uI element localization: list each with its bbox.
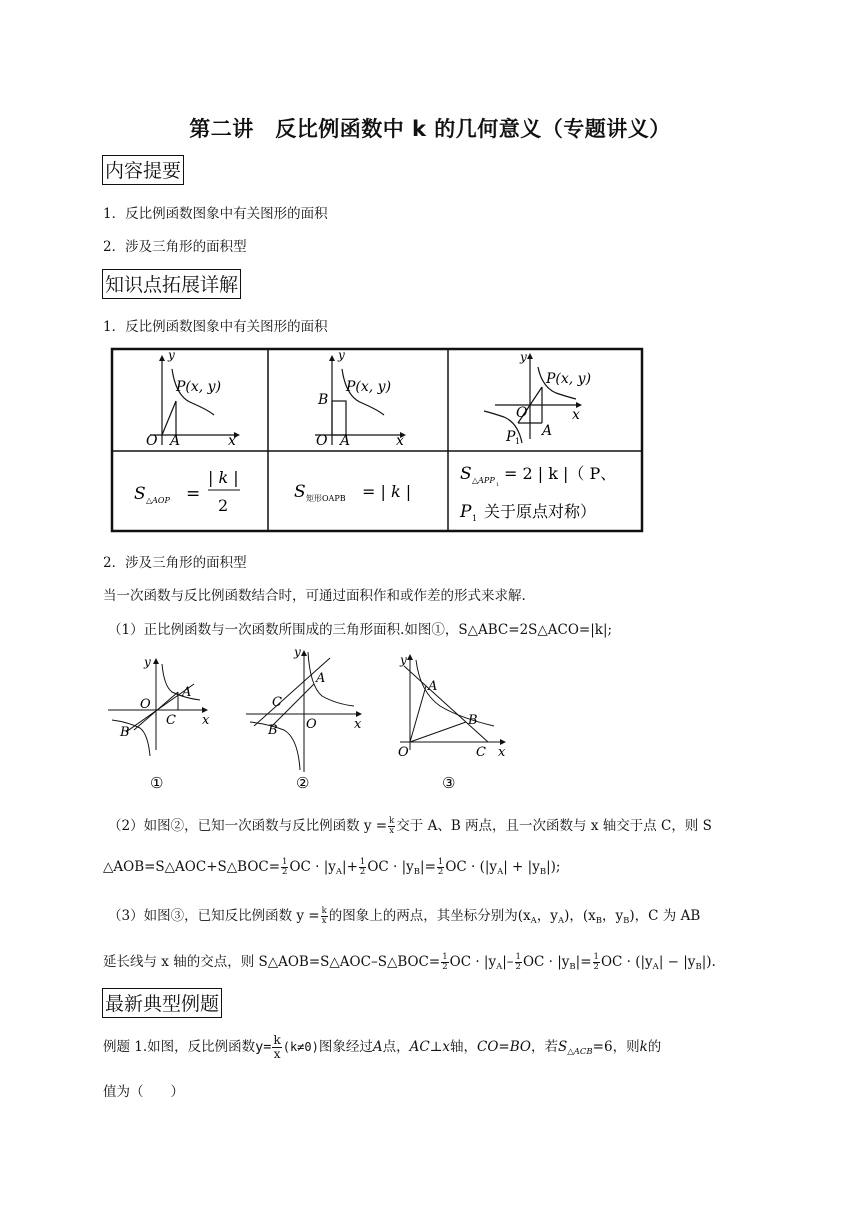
formula3-subsub: 1 [496, 482, 500, 488]
paragraph-2-line-2: △AOB=S△AOC+S△BOC= $\frac{1}{2}$ OC · $|y_A|+$ $\frac{1}{2}$ OC · $|y_B|=$ $\frac{1}{2}$ OC · $(|y_A| + |y_B|)$; [103, 857, 561, 877]
fig2-x-label: x [396, 433, 404, 449]
f2-a: A [316, 671, 326, 686]
fig3-p1-label: P [506, 429, 516, 445]
formula1-num: | k | [208, 468, 239, 487]
fig3-p-label: P(x, y) [546, 371, 592, 387]
paragraph-1: （1）正比例函数与一次函数所围成的三角形面积.如图①，S△ABC=2S△ACO=|k|; [108, 622, 613, 638]
formula3-p: P [460, 502, 472, 522]
section-heading-examples: 最新典型例题 [102, 988, 222, 1018]
fig1-x-label: x [228, 433, 236, 449]
figures-row [104, 646, 524, 792]
caption-3: ③ [442, 774, 456, 792]
formula1-sub: △AOP [146, 496, 170, 505]
k-geometry-table [110, 347, 644, 533]
figure-3 [398, 653, 506, 792]
table-figure-1 [146, 348, 240, 449]
paragraph-3-line-1: （3）如图③，已知反比例函数 y = $\frac{k}{x}$ 的图象上的两点，其坐标分别为($x_A$，$y_A$)，($x_B$，$y_B$)，C 为 AB [108, 906, 701, 926]
paragraph-3-line-2: 延长线与 x 轴的交点，则 S△AOB=S△AOC–S△BOC= $\frac{1}{2}$ OC · $|y_A|-$ $\frac{1}{2}$ OC · $|y_B|=$ $\frac{1}{2}$ OC · $(|y_A| - |y_B|)$. [103, 952, 716, 972]
f3-b: B [468, 713, 478, 728]
knowledge-intro: 当一次函数与反比例函数结合时，可通过面积作和或作差的形式来求解. [103, 588, 526, 604]
figure-2 [246, 646, 362, 792]
f1-b: B [120, 725, 130, 740]
summary-item-2: 2．涉及三角形的面积型 [103, 239, 247, 255]
f2-o: O [306, 717, 317, 732]
formula-cell-1 [134, 468, 240, 515]
f2-y: y [294, 646, 301, 659]
knowledge-item-2: 2．涉及三角形的面积型 [103, 555, 247, 571]
f3-y: y [400, 653, 407, 667]
fig2-p-label: P(x, y) [346, 379, 392, 395]
formula2-s: S [294, 482, 306, 502]
table-figure-3 [484, 350, 591, 446]
para2-text-a: （2）如图②，已知一次函数与反比例函数 [108, 818, 360, 834]
formula1-s: S [134, 484, 146, 504]
f2-x: x [354, 717, 362, 732]
formula3-s: S [460, 464, 472, 484]
fig3-y-label: y [520, 350, 527, 364]
fig1-a-label: A [170, 433, 181, 449]
f2-c: C [272, 695, 282, 710]
table-figure-2 [315, 348, 406, 449]
example-1-line-1: 例题 1.如图，反比例函数y= $\frac{k}{x}$ (k≠0)图象经过A点，AC⊥x轴，CO=BO，若$S_{\triangle ACB}=6$，则k的 [103, 1033, 662, 1061]
formula3-p-sub: 1 [472, 514, 478, 523]
fig1-p-label: P(x, y) [176, 379, 222, 395]
fig3-a-label: A [542, 423, 553, 439]
fig1-y-label: y [168, 348, 175, 362]
paragraph-2-line-1 [108, 814, 712, 836]
formula3-sub: △APP [472, 476, 495, 485]
formula2-eq: = | k | [362, 482, 412, 501]
f3-x: x [498, 745, 506, 760]
formula3-rest: = 2 | k |（ P、 [504, 464, 617, 483]
para2-text-b: 交于 A、B 两点，且一次函数与 x 轴交于点 C，则 S [396, 818, 712, 834]
knowledge-item-1: 1．反比例函数图象中有关图形的面积 [103, 319, 328, 335]
formula-cell-2 [294, 482, 411, 503]
f3-a: A [428, 679, 438, 694]
f1-c: C [166, 713, 176, 728]
fig2-b-label: B [318, 392, 329, 408]
fig3-o-label: O [516, 405, 528, 421]
example-1-line-2: 值为（ ） [103, 1084, 184, 1100]
caption-2: ② [296, 774, 310, 792]
fig3-x-label: x [572, 407, 580, 423]
formula2-sub: 矩形OAPB [306, 494, 346, 503]
f1-o: O [140, 697, 151, 712]
f1-a: A [182, 685, 192, 700]
formula1-eq: = [186, 484, 201, 504]
section-heading-summary: 内容提要 [102, 155, 184, 185]
formula3-line2: 关于原点对称） [484, 502, 597, 521]
figure-1 [108, 655, 210, 792]
fig2-a-label: A [340, 433, 351, 449]
f3-o: O [398, 745, 409, 760]
para2-k-over-x: $\frac{k}{x}$ [389, 816, 395, 836]
f1-x: x [202, 713, 210, 728]
section-heading-knowledge: 知识点拓展详解 [102, 269, 241, 299]
caption-1: ① [150, 774, 164, 792]
f2-b: B [268, 723, 278, 738]
fig2-y-label: y [338, 348, 345, 362]
summary-item-1: 1．反比例函数图象中有关图形的面积 [103, 206, 328, 222]
f3-c: C [476, 745, 486, 760]
fig2-o-label: O [316, 433, 328, 449]
page-title: 第二讲 反比例函数中 k 的几何意义（专题讲义） [189, 117, 671, 141]
f1-y: y [144, 655, 151, 669]
formula-cell-3 [459, 464, 616, 523]
fig1-o-label: O [146, 433, 158, 449]
formula1-den: 2 [218, 496, 229, 515]
para2-y-eq: y = [363, 818, 388, 834]
fig3-p1-sub: 1 [515, 437, 521, 446]
